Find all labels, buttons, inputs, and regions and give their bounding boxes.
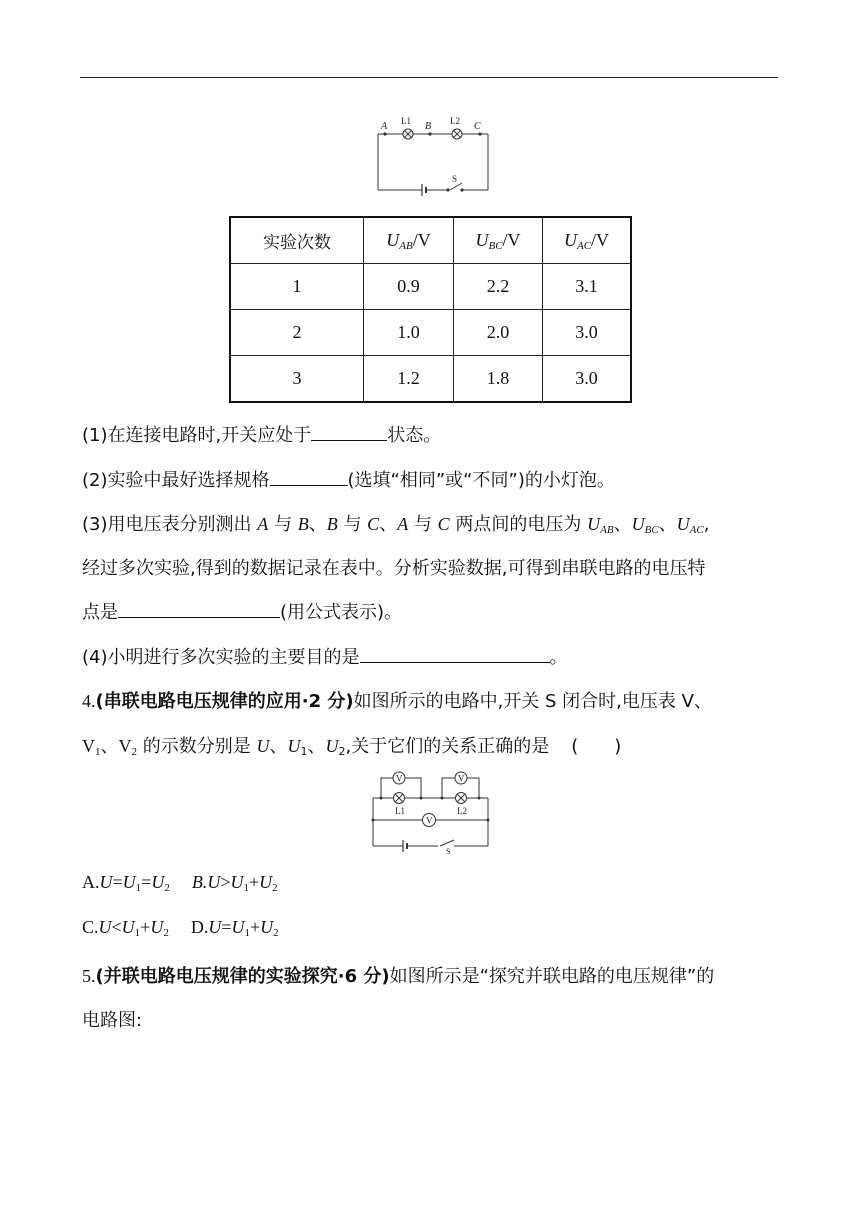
label-S: S [452, 174, 458, 184]
label-B: B [425, 121, 432, 132]
table-cell: 1.0 [364, 310, 454, 356]
lamp-l2-label: L2 [457, 806, 467, 816]
voltmeter-v2-label: V [458, 773, 465, 784]
q3-text: 、 [308, 514, 327, 535]
header-trial: 实验次数 [230, 217, 364, 264]
question-4-line-1 [82, 687, 712, 713]
option-b[interactable]: $B.U>U_1+U_2$ [191, 872, 278, 894]
table-cell: 1.2 [364, 356, 454, 403]
table-cell: 2 [230, 310, 364, 356]
options-row-2 [82, 917, 279, 938]
q3-text: 两点间的电压为 [455, 514, 582, 535]
table-header-row [230, 217, 631, 264]
lamp-l1-label: L1 [395, 806, 405, 816]
table-cell: 3.0 [543, 356, 632, 403]
table-row [230, 310, 631, 356]
header-uac: $U_{AC}/V$ [543, 217, 632, 264]
voltmeter-circuit-figure [366, 768, 496, 859]
table-cell: 3 [230, 356, 364, 403]
question-3-sub-4 [82, 643, 568, 669]
table-cell: 3.1 [543, 264, 632, 310]
question-tag: (并联电路电压规律的实验探究·6 分) [95, 966, 390, 987]
option-d[interactable]: $D.U=U_1+U_2$ [190, 917, 279, 939]
question-1 [82, 421, 441, 447]
question-4-line-2: $V_1$、$V_2$ 的示数分别是 U、$U_1$、$U_2$,关于它们的关系正确的是 ( ) [82, 736, 622, 758]
question-5-line-1 [82, 962, 714, 988]
question-number: 5. [82, 966, 96, 986]
question-5-line-2: 电路图: [82, 1010, 143, 1031]
q4-text: 的示数分别是 [142, 736, 251, 757]
q3-text: 、 [379, 514, 398, 535]
q3-text: 与 [343, 514, 362, 535]
q4-text: ,关于它们的关系正确的是 [345, 736, 550, 757]
answer-blank[interactable] [118, 601, 280, 618]
label-L2: L2 [450, 116, 460, 126]
options-row-1 [82, 872, 278, 893]
table-row [230, 264, 631, 310]
q5-text: 如图所示是“探究并联电路的电压规律”的 [389, 966, 715, 987]
voltmeter-v1-label: V [396, 773, 403, 784]
q3-4-text-end: 。 [549, 647, 568, 668]
series-circuit-figure [370, 112, 495, 203]
question-number: 4. [82, 691, 96, 711]
q3-text: (3)用电压表分别测出 [82, 514, 252, 535]
table-cell: 1.8 [454, 356, 543, 403]
table-row [230, 356, 631, 403]
table-cell: 3.0 [543, 310, 632, 356]
label-A: A [381, 121, 388, 132]
voltmeter-v-label: V [426, 815, 433, 826]
table-cell: 0.9 [364, 264, 454, 310]
voltage-data-table [229, 216, 632, 403]
switch-s-label: S [446, 847, 451, 854]
question-2 [82, 466, 615, 492]
question-3-line-2: 经过多次实验,得到的数据记录在表中。分析实验数据,可得到串联电路的电压特 [82, 558, 706, 579]
question-3-line-3 [82, 598, 402, 624]
q3-text: 与 [413, 514, 432, 535]
q3-4-text: (4)小明进行多次实验的主要目的是 [82, 647, 360, 668]
q1-text-end: 状态。 [387, 425, 442, 446]
q3-text-end: (用公式表示)。 [280, 602, 403, 623]
table-cell: 1 [230, 264, 364, 310]
option-a[interactable]: $A.U=U_1=U_2$ [82, 872, 170, 894]
answer-blank[interactable] [360, 646, 550, 663]
header-ubc: $U_{BC}/V$ [454, 217, 543, 264]
q1-text: (1)在连接电路时,开关应处于 [82, 425, 312, 446]
q3-text: 、 [613, 514, 632, 535]
label-L1: L1 [401, 116, 411, 126]
answer-blank[interactable] [311, 424, 387, 441]
q2-text: (2)实验中最好选择规格 [82, 470, 270, 491]
table-cell: 2.0 [454, 310, 543, 356]
label-C: C [474, 121, 481, 132]
question-3-line-1: (3)用电压表分别测出 A 与 B、B 与 C、A 与 C 两点间的电压为 $U_{AB}$、$U_{BC}$、$U_{AC}$, [82, 514, 710, 536]
header-rule [80, 77, 778, 78]
q3-text: 、 [658, 514, 677, 535]
q4-text: 如图所示的电路中,开关 S 闭合时,电压表 V、 [353, 691, 712, 712]
option-c[interactable]: $C.U<U_1+U_2$ [82, 917, 169, 939]
q3-text: 与 [273, 514, 292, 535]
question-tag: (串联电路电压规律的应用·2 分) [95, 691, 354, 712]
answer-blank[interactable] [270, 469, 348, 486]
answer-paren[interactable]: ( ) [571, 736, 622, 757]
header-uab: $U_{AB}/V$ [364, 217, 454, 264]
table-cell: 2.2 [454, 264, 543, 310]
q3-text: 点是 [82, 602, 118, 623]
q2-text-end: (选填“相同”或“不同”)的小灯泡。 [347, 470, 615, 491]
